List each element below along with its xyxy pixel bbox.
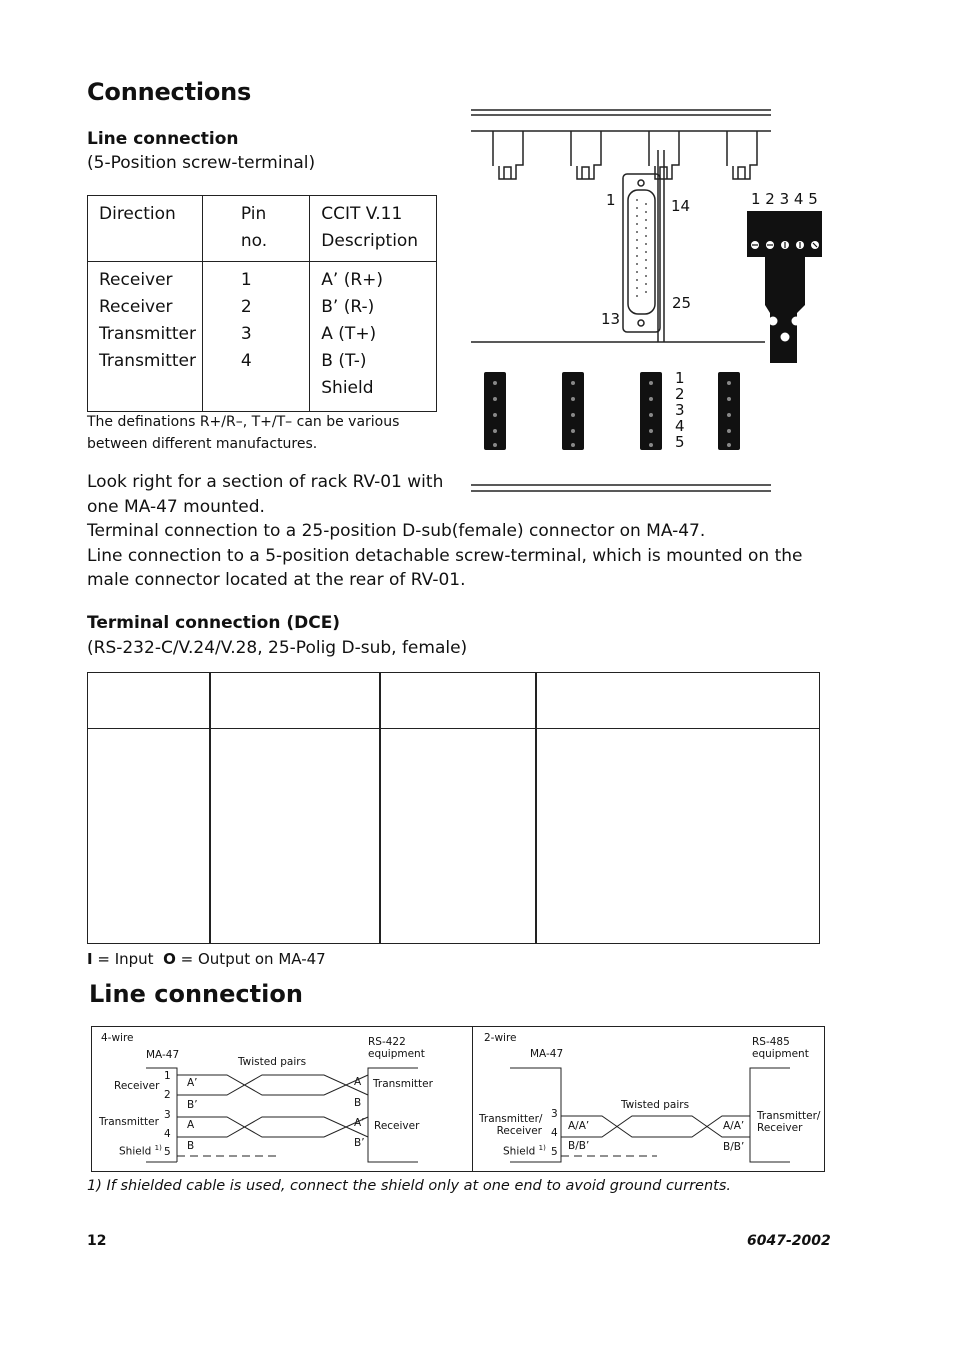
two-wire-device: MA-47 (530, 1048, 564, 1060)
description-line: Terminal connection to a 25-position D-sub(female) connector on MA-47. (87, 521, 706, 541)
pin-label: 3 (164, 1109, 171, 1121)
two-wire-right-role: Transmitter/ Receiver (757, 1110, 821, 1134)
direction-column (88, 262, 203, 412)
table-cell: A’ (R+) (321, 270, 384, 290)
pin-label: 4 (551, 1127, 558, 1139)
two-wire-label: 2-wire (484, 1032, 517, 1044)
io-legend: I = Input O = Output on MA-47 (87, 950, 326, 968)
page-number: 12 (87, 1233, 107, 1249)
pin-label: 3 (551, 1108, 558, 1120)
vertical-pin-4: 4 (675, 417, 685, 435)
description-paragraph (87, 470, 803, 593)
header-pin: Pin no. (202, 196, 309, 262)
description-line: Line connection to a 5-position detachable screw-terminal, which is mounted on the (87, 545, 803, 566)
four-wire-receiver: Receiver (114, 1080, 160, 1092)
wiring-lines (92, 1027, 826, 1173)
table-body-row (88, 262, 437, 412)
signal-label: B (187, 1140, 195, 1152)
screw-terminal-icon (747, 211, 822, 363)
terminal-pins-label: 1 2 3 4 5 (751, 190, 818, 208)
vertical-pin-3: 3 (675, 401, 685, 419)
description-line: one MA-47 mounted. (87, 496, 265, 517)
description-line: Look right for a section of rack RV-01 with (87, 472, 444, 492)
signal-label: A/A’ (568, 1120, 590, 1132)
signal-label: A (354, 1076, 362, 1088)
four-wire-shield: Shield $^{1)}$ (119, 1144, 162, 1158)
table-header-row (88, 196, 437, 262)
table-cell: B (T-) (321, 351, 367, 371)
two-wire-twisted-pairs: Twisted pairs (621, 1099, 690, 1111)
four-wire-transmitter: Transmitter (99, 1116, 159, 1128)
dsub-pin-1-label: 1 (606, 191, 616, 209)
table-cell: Transmitter (99, 351, 196, 371)
four-wire-device: MA-47 (146, 1049, 180, 1061)
definitions-note: The definations R+/R–, T+/T– can be various between different manufactures. (87, 414, 400, 452)
table-cell: Shield (321, 378, 374, 398)
pin-label: 5 (164, 1146, 171, 1158)
header-direction: Direction (88, 196, 203, 262)
table-cell: 1 (240, 270, 252, 290)
vertical-pin-2: 2 (675, 385, 685, 403)
section-title: Line connection (89, 980, 303, 1008)
dsub-pin-25-label: 25 (672, 294, 692, 312)
terminal-connection-heading: Terminal connection (DCE) (87, 613, 341, 633)
vertical-pin-5: 5 (675, 433, 685, 451)
shield-footnote: 1) If shielded cable is used, connect the shield only at one end to avoid ground currents. (87, 1178, 731, 1194)
table-cell: Transmitter (99, 324, 196, 344)
table-cell: Receiver (99, 297, 173, 317)
table-cell: B’ (R-) (321, 297, 375, 317)
two-wire-equipment: RS-485 equipment (752, 1036, 809, 1060)
signal-label: A/A’ (723, 1120, 745, 1132)
signal-label: B/B’ (723, 1141, 745, 1153)
signal-label: A (187, 1119, 195, 1131)
line-connection-table (87, 195, 437, 412)
pin-column (202, 262, 309, 412)
line-connection-heading: Line connection (87, 129, 239, 149)
page-title: Connections (87, 78, 252, 106)
dsub-pin-13-label: 13 (601, 310, 621, 328)
four-wire-twisted-pairs: Twisted pairs (238, 1056, 307, 1068)
document-number: 6047-2002 (747, 1233, 831, 1249)
signal-label: A’ (354, 1117, 365, 1129)
wiring-diagram (91, 1026, 825, 1172)
table-cell: 3 (240, 324, 252, 344)
two-wire-left-role: Transmitter/ Receiver (479, 1113, 543, 1137)
pin-label: 5 (551, 1146, 558, 1158)
terminal-connection-subtitle: (RS-232-C/V.24/V.28, 25-Polig D-sub, female) (87, 638, 468, 658)
signal-label: B’ (187, 1099, 198, 1111)
dsub-pin-14-label: 14 (671, 197, 691, 215)
vertical-pin-1: 1 (675, 369, 685, 387)
table-cell: Receiver (99, 270, 173, 290)
table-divider (88, 728, 819, 729)
header-ccit: CCIT V.11 Description (310, 196, 437, 262)
description-line: male connector located at the rear of RV-01. (87, 570, 466, 590)
pin-label: 1 (164, 1070, 171, 1082)
four-wire-right-transmitter: Transmitter (373, 1078, 433, 1090)
table-divider (379, 673, 381, 943)
four-wire-equipment: RS-422 equipment (368, 1036, 425, 1060)
four-wire-label: 4-wire (101, 1032, 134, 1044)
table-cell: 2 (240, 297, 252, 317)
terminal-connection-table (87, 672, 820, 944)
rack-rv01-figure (465, 105, 835, 505)
table-divider (535, 673, 537, 943)
table-cell: 4 (240, 351, 252, 371)
pin-label: 4 (164, 1128, 171, 1140)
table-cell: A (T+) (321, 324, 377, 344)
two-wire-shield: Shield $^{1)}$ (503, 1144, 546, 1158)
table-divider (209, 673, 211, 943)
signal-label: B/B’ (568, 1140, 590, 1152)
signal-label: A’ (187, 1077, 198, 1089)
signal-label: B’ (354, 1137, 365, 1149)
four-wire-right-receiver: Receiver (374, 1120, 420, 1132)
pin-label: 2 (164, 1089, 171, 1101)
signal-label: B (354, 1097, 362, 1109)
description-column (310, 262, 437, 412)
line-connection-subtitle: (5-Position screw-terminal) (87, 153, 316, 173)
